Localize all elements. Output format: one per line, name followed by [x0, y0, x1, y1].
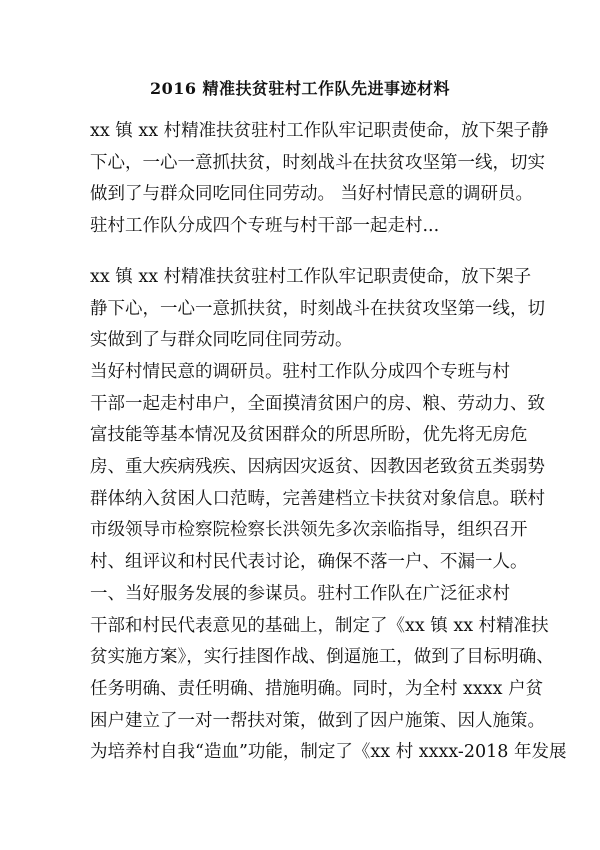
text-line: 干部一起走村串户，全面摸清贫困户的房、粮、劳动力、致 — [90, 393, 545, 414]
text-line: 为培养村自我“造血”功能，制定了《xx 村 xxxx-2018 年发展 — [90, 742, 567, 763]
text-line: 市级领导市检察院检察长洪领先多次亲临指导，组织召开 — [90, 520, 528, 541]
paragraph-4 — [90, 579, 567, 769]
text-line: 实做到了与群众同吃同住同劳动。 — [90, 330, 353, 351]
text-line: xx 镇 xx 村精准扶贫驻村工作队牢记职责使命，放下架子静 — [90, 121, 549, 141]
text-line: 做到了与群众同吃同住同劳动。 当好村情民意的调研员。 — [90, 184, 534, 205]
text-line: 任务明确、责任明确、措施明确。同时，为全村 xxxx 户贫 — [90, 679, 544, 700]
text-line: 一、当好服务发展的参谋员。驻村工作队在广泛征求村 — [90, 584, 510, 604]
paragraph-1 — [90, 116, 549, 243]
text-line: 房、重大疾病残疾、因病因灾返贫、因教因老致贫五类弱势 — [90, 457, 545, 478]
text-line: 驻村工作队分成四个专班与村干部一起走村... — [90, 216, 440, 237]
text-line: 富技能等基本情况及贫困群众的所思所盼，优先将无房危 — [90, 425, 528, 446]
paragraph-3 — [90, 357, 545, 579]
document-title: 2016 精准扶贫驻村工作队先进事迹材料 — [149, 79, 451, 98]
text-line: 干部和村民代表意见的基础上，制定了《xx 镇 xx 村精准扶 — [90, 615, 549, 636]
text-line: 群体纳入贫困人口范畴，完善建档立卡扶贫对象信息。联村 — [90, 488, 545, 509]
text-line: 静下心，一心一意抓扶贫，时刻战斗在扶贫攻坚第一线，切 — [90, 298, 545, 319]
text-line: xx 镇 xx 村精准扶贫驻村工作队牢记职责使命，放下架子 — [90, 267, 532, 287]
text-line: 贫实施方案》，实行挂图作战、倒逼施工，做到了目标明确、 — [90, 647, 554, 668]
paragraph-2 — [90, 262, 545, 357]
text-line: 困户建立了一对一帮扶对策，做到了因户施策、因人施策。 — [90, 710, 545, 731]
text-line: 当好村情民意的调研员。驻村工作队分成四个专班与村 — [90, 362, 510, 382]
text-line: 下心，一心一意抓扶贫，时刻战斗在扶贫攻坚第一线，切实 — [90, 152, 545, 173]
text-line: 村、组评议和村民代表讨论，确保不落一户、不漏一人。 — [90, 552, 528, 573]
